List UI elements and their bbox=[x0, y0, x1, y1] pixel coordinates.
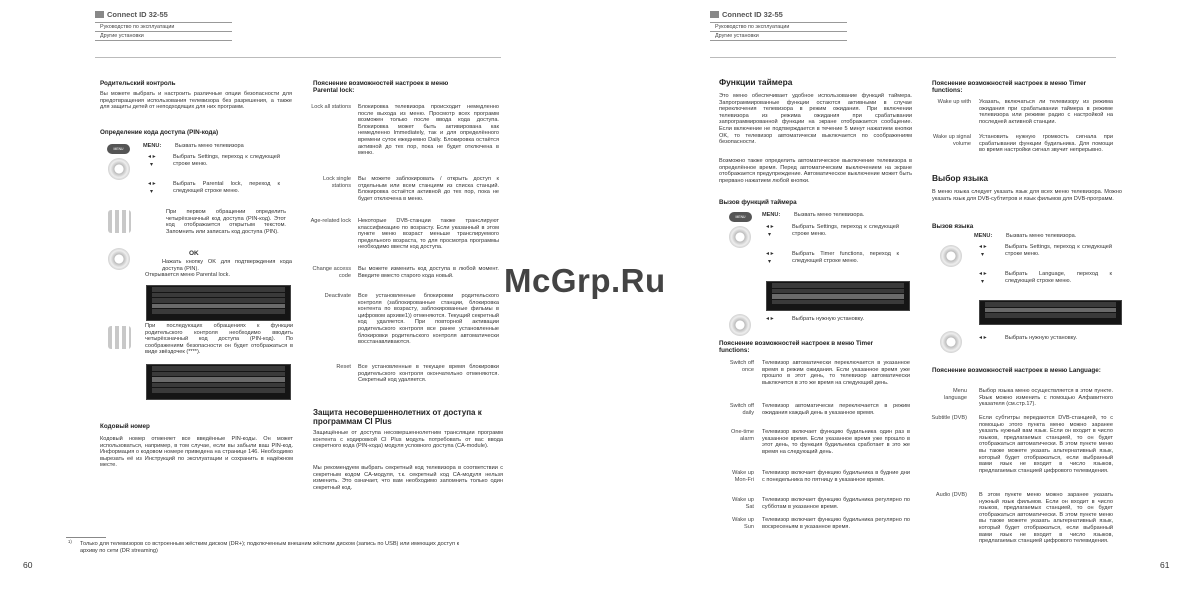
setting-description: Телевизор включает функцию будильника в будние дни с понедельника по пятницу в указанное время. bbox=[762, 470, 910, 483]
setting-description: Телевизор включает функцию будильника один раз в указанное время. Если указанное время уже прошло в этот день, то функция будильника сработает в это же время на следующий день. bbox=[762, 429, 910, 455]
header-line1: Руководство по эксплуатации bbox=[100, 24, 175, 30]
navigation-wheel-icon bbox=[729, 226, 751, 248]
setting-description: Телевизор автоматически переключается в указанное время в режим ожидания. Если указанное время уже прошло в этот день, то телевизор автоматически выключится в это же время на следующий день. bbox=[762, 360, 910, 386]
numeric-keypad-icon bbox=[108, 210, 131, 233]
left-right-arrows-icon: ◂ ▸ bbox=[766, 224, 774, 230]
setting-description: Все установленные в текущее время блокировки родительского контроля окончательно отменяются. Секретный код удаляется. bbox=[358, 364, 499, 384]
page-number: 60 bbox=[23, 560, 33, 570]
pin-title: Определение кода доступа (PIN-кода) bbox=[100, 129, 219, 136]
setting-label: Deactivate bbox=[324, 293, 351, 299]
choose-setting: Выбрать нужную установку. bbox=[792, 316, 865, 322]
menu-button-icon: MENU bbox=[107, 144, 130, 154]
header-brand: Connect ID 32-55 bbox=[710, 11, 783, 19]
setting-description: Телевизор включает функцию будильника регулярно по воскресеньям в указанное время. bbox=[762, 517, 910, 530]
footnote-mark: 1) bbox=[68, 539, 72, 544]
ok-button-icon bbox=[108, 248, 130, 270]
setting-label: Wake up Sat bbox=[732, 497, 754, 510]
setting-label: Switch off daily bbox=[729, 403, 754, 416]
menu-key: MENU: bbox=[974, 233, 993, 239]
setting-label: Lock single stations bbox=[323, 176, 351, 189]
opens-text: Открывается меню Parental lock. bbox=[145, 272, 231, 278]
menu-action: Вызвать меню телевизора. bbox=[794, 212, 865, 218]
tv-menu-screenshot bbox=[146, 285, 291, 321]
page-rule bbox=[95, 57, 501, 58]
brand-square-icon bbox=[710, 11, 719, 18]
ci-title: Защита несовершеннолетних от доступа к программам CI Plus bbox=[313, 408, 482, 426]
code-title: Кодовый номер bbox=[100, 423, 150, 430]
lang-choose: Выбрать нужную установку. bbox=[1005, 335, 1078, 341]
page-number: 61 bbox=[1160, 560, 1170, 570]
tv-menu-screenshot bbox=[146, 364, 291, 400]
parental-title: Родительский контроль bbox=[100, 80, 176, 87]
divider bbox=[95, 40, 232, 41]
down-arrow-icon: ▾ bbox=[981, 252, 985, 258]
parental-intro: Вы можете выбрать и настроить различные опции безопасности для предотвращения использования телевизора без разрешения, а также для защиты детей от неподходящих для них программ. bbox=[100, 91, 292, 111]
call-lang-title: Вызов языка bbox=[932, 223, 974, 230]
timer-title: Функции таймера bbox=[719, 77, 793, 87]
setting-description: В этом пункте меню можно заранее указать нужный язык фильмов. Если он входит в число языков, предлагаемых станцией, то он будет отображаться автоматически. В этом пункте меню вы также можете указать альтернативный язык, который будет отображаться, если выбранный вами язык не входит в число языков, предлагаемых станцией цифрового телевидения. bbox=[979, 492, 1113, 545]
setting-description: Установить нужную громкость сигнала при срабатывании функции будильника. Для помощи во время настройки сигнал звучит непрерывно. bbox=[979, 134, 1113, 154]
footnote-rule bbox=[66, 537, 106, 538]
lang-step-language: Выбрать Language, переход к следующей строке меню. bbox=[1005, 271, 1112, 284]
down-arrow-icon: ▾ bbox=[150, 189, 154, 195]
code-text: Кодовый номер отменяет все введённые PIN-коды. Он может использоваться, например, в том случае, если вы забыли ваш PIN-код. Информация о кодовом номере приведена на странице 146. Необходимо вырезать её из Инструкций по эксплуатации и сохранить в надёжном месте. bbox=[100, 436, 293, 469]
navigation-wheel-icon bbox=[108, 158, 130, 180]
brand-square-icon bbox=[95, 11, 104, 18]
call-timer-title: Вызов функций таймера bbox=[719, 199, 797, 206]
setting-label: Wake up with bbox=[937, 99, 971, 105]
left-right-arrows-icon: ◂ ▸ bbox=[148, 181, 156, 187]
setting-description: Вы можете заблокировать / открыть доступ к отдельным или всем станциям из списка станций. Блокировка остаётся активной до тех пор, пока не будет отключена в меню. bbox=[358, 176, 499, 202]
menu-action: Вызвать меню телевизора. bbox=[1006, 233, 1077, 239]
page-rule bbox=[710, 57, 1116, 58]
step-settings: Выбрать Settings, переход к следующей строке меню. bbox=[792, 224, 899, 237]
lang-step-settings: Выбрать Settings, переход к следующей строке меню. bbox=[1005, 244, 1112, 257]
tv-menu-screenshot bbox=[979, 300, 1122, 325]
expl-title: Пояснение возможностей настроек в меню Parental lock: bbox=[313, 80, 449, 94]
right-page bbox=[596, 0, 1191, 596]
setting-label: Reset bbox=[336, 364, 351, 370]
left-right-arrows-icon: ◂ ▸ bbox=[979, 335, 987, 341]
setting-description: Некоторые DVB-станции также транслируют классификацию по возрасту. Если указанный в этом пункте меню возраст меньше транслируемого предельного возраста, то для просмотра программы необходимо ввести код доступа. bbox=[358, 218, 499, 251]
setting-label: Age-related lock bbox=[310, 218, 351, 224]
navigation-wheel-icon bbox=[940, 331, 962, 353]
ok-text: Нажать кнопку OK для подтверждения кода доступа (PIN). bbox=[162, 259, 292, 272]
ci-paragraph-2: Мы рекомендуем выбрать секретный код телевизора в соответствии с секретным кодом CA-модуля, т.к. секретный код CA-модуля нельзя изменить. Это означает, что вам необходимо запомнить только один секретный код. bbox=[313, 465, 503, 491]
numeric-keypad-icon bbox=[108, 326, 131, 349]
tv-menu-screenshot bbox=[766, 281, 910, 311]
step-parental: Выбрать Parental lock, переход к следующей строке меню. bbox=[173, 181, 280, 194]
setting-description: Если субтитры передаются DVB-станцией, то с помощью этого пункта меню можно заранее указать нужный вам язык. Если он входит в число языков, предлагаемых станцией, то он будет отображаться автоматически. В этом пункте меню вы также можете указать альтернативный язык, который будет отображаться, если выбранный вами язык не входит в число языков, предлагаемых станцией цифрового телевидения. bbox=[979, 415, 1113, 474]
setting-description: Вы можете изменить код доступа в любой момент. Введите вместо старого кода новый. bbox=[358, 266, 499, 279]
timer-paragraph-2: Возможно также определить автоматическое выключение телевизора в определённое время. Перед автоматическим выключением на экране отображается предупреждение. Автоматическое выключение может быть прервано нажатием любой кнопки. bbox=[719, 158, 912, 184]
setting-label: Wake up Mon-Fri bbox=[732, 470, 754, 483]
divider bbox=[710, 31, 847, 32]
step-settings: Выбрать Settings, переход к следующей строке меню. bbox=[173, 154, 280, 167]
setting-label: Change access code bbox=[312, 266, 351, 279]
step-timer: Выбрать Timer functions, переход к следующей строке меню. bbox=[792, 251, 899, 264]
header-brand: Connect ID 32-55 bbox=[95, 11, 168, 19]
menu-button-icon: MENU bbox=[729, 212, 752, 222]
footnote: Только для телевизоров со встроенным жёстким диском (DR+); подключенным внешним жёстким диском (запись по USB) или имеющих доступ к архиву по сети (DR streaming) bbox=[80, 541, 460, 554]
setting-description: Указать, включаться ли телевизору из режима ожидания при срабатывании таймера в режиме телевизора или режиме радио с настройкой на последней активной станции. bbox=[979, 99, 1113, 125]
menu-action: Вызвать меню телевизора bbox=[175, 143, 244, 149]
lang-title: Выбор языка bbox=[932, 173, 988, 183]
navigation-wheel-icon bbox=[940, 245, 962, 267]
left-right-arrows-icon: ◂ ▸ bbox=[979, 244, 987, 250]
menu-key: MENU: bbox=[762, 212, 781, 218]
setting-label: Audio (DVB) bbox=[935, 492, 967, 498]
left-right-arrows-icon: ◂ ▸ bbox=[766, 251, 774, 257]
setting-description: Все установленные блокировки родительского контроля (заблокированные станции, блокировка контента по возрасту, заблокированные фильмы в цифровом архиве1)) отменяются. Текущий секретный код удаляется. При повторной активации родительского контроля все ранее установленные блокировки родительского контроля автоматически восстанавливаются. bbox=[358, 293, 499, 346]
setting-description: Блокировка телевизора происходит немедленно после выхода из меню. Просмотр всех программ возможен только после ввода кода доступа. Блокировка может быть активирована как немедленно Immediately, так и для определённого времени суток ежедневно Daily. Блокировка остаётся активной до тех пор, пока не будет отключена в меню. bbox=[358, 104, 499, 157]
setting-label: Switch off once bbox=[729, 360, 754, 373]
down-arrow-icon: ▾ bbox=[150, 162, 154, 168]
setting-description: Выбор языка меню осуществляется в этом пункте. Язык можно изменить с помощью Алфавитного указателя (см.стр.17). bbox=[979, 388, 1113, 408]
setting-label: Menu language bbox=[943, 388, 967, 401]
timer-expl-title: Пояснение возможностей настроек в меню Timer functions: bbox=[719, 340, 874, 354]
setting-description: Телевизор автоматически переключается в режим ожидания каждый день в указанное время. bbox=[762, 403, 910, 416]
divider bbox=[95, 31, 232, 32]
setting-label: One-time alarm bbox=[730, 429, 754, 442]
lang-intro: В меню языка следует указать язык для всех меню телевизора. Можно указать язык для DVB-субтитров и язык фильмов для DVB-программ. bbox=[932, 189, 1122, 202]
header-line1: Руководство по эксплуатации bbox=[715, 24, 790, 30]
divider bbox=[710, 22, 847, 23]
first-call-text: При первом обращении определить четырёхзначный код доступа (PIN-код). Этот код отображается открытым текстом. Запомнить или записать код доступа (PIN). bbox=[166, 209, 286, 235]
lang-expl-title: Пояснение возможностей настроек в меню Language: bbox=[932, 367, 1101, 374]
down-arrow-icon: ▾ bbox=[768, 259, 772, 265]
later-calls-text: При последующих обращениях к функции родительского контроля необходимо вводить четырёхзначный код доступа (PIN-код). По соображениям безопасности он будет отображаться в виде звёздочек (****). bbox=[145, 323, 293, 356]
setting-label: Wake up Sun bbox=[732, 517, 754, 530]
ci-paragraph-1: Защищённые от доступа несовершеннолетним трансляции программ контента с кодировкой CI Plus модуль потребовать от вас ввода секретного кода (PIN-кода) модуля условного доступа (CA-module). bbox=[313, 430, 503, 450]
header-line2: Другие установки bbox=[100, 33, 144, 39]
left-right-arrows-icon: ◂ ▸ bbox=[979, 271, 987, 277]
down-arrow-icon: ▾ bbox=[981, 279, 985, 285]
left-right-arrows-icon: ◂ ▸ bbox=[766, 316, 774, 322]
watermark: McGrp.Ru bbox=[504, 262, 666, 299]
setting-description: Телевизор включает функцию будильника регулярно по субботам в указанное время. bbox=[762, 497, 910, 510]
setting-label: Wake up signal volume bbox=[932, 134, 971, 147]
menu-key: MENU: bbox=[143, 143, 162, 149]
left-right-arrows-icon: ◂ ▸ bbox=[148, 154, 156, 160]
timer-expl2-title: Пояснение возможностей настроек в меню Timer functions: bbox=[932, 80, 1087, 94]
divider bbox=[95, 22, 232, 23]
down-arrow-icon: ▾ bbox=[768, 232, 772, 238]
timer-paragraph-1: Это меню обеспечивает удобное использование функций таймера. Запрограммированные функции остаются активными в случае переключения телевизора в режим ожидания. При включении телевизора из режима ожидания при срабатывании запрограммированной функции на экране отображается сообщение. Если включение не подтверждается в течение 5 минут нажатием кнопки OK, то телевизор автоматически выключается по соображениям безопасности. bbox=[719, 93, 912, 146]
setting-label: Lock all stations bbox=[311, 104, 351, 110]
navigation-wheel-icon bbox=[729, 314, 751, 336]
setting-label: Subtitle (DVB) bbox=[931, 415, 967, 421]
header-line2: Другие установки bbox=[715, 33, 759, 39]
divider bbox=[710, 40, 847, 41]
ok-key: OK bbox=[189, 250, 199, 257]
